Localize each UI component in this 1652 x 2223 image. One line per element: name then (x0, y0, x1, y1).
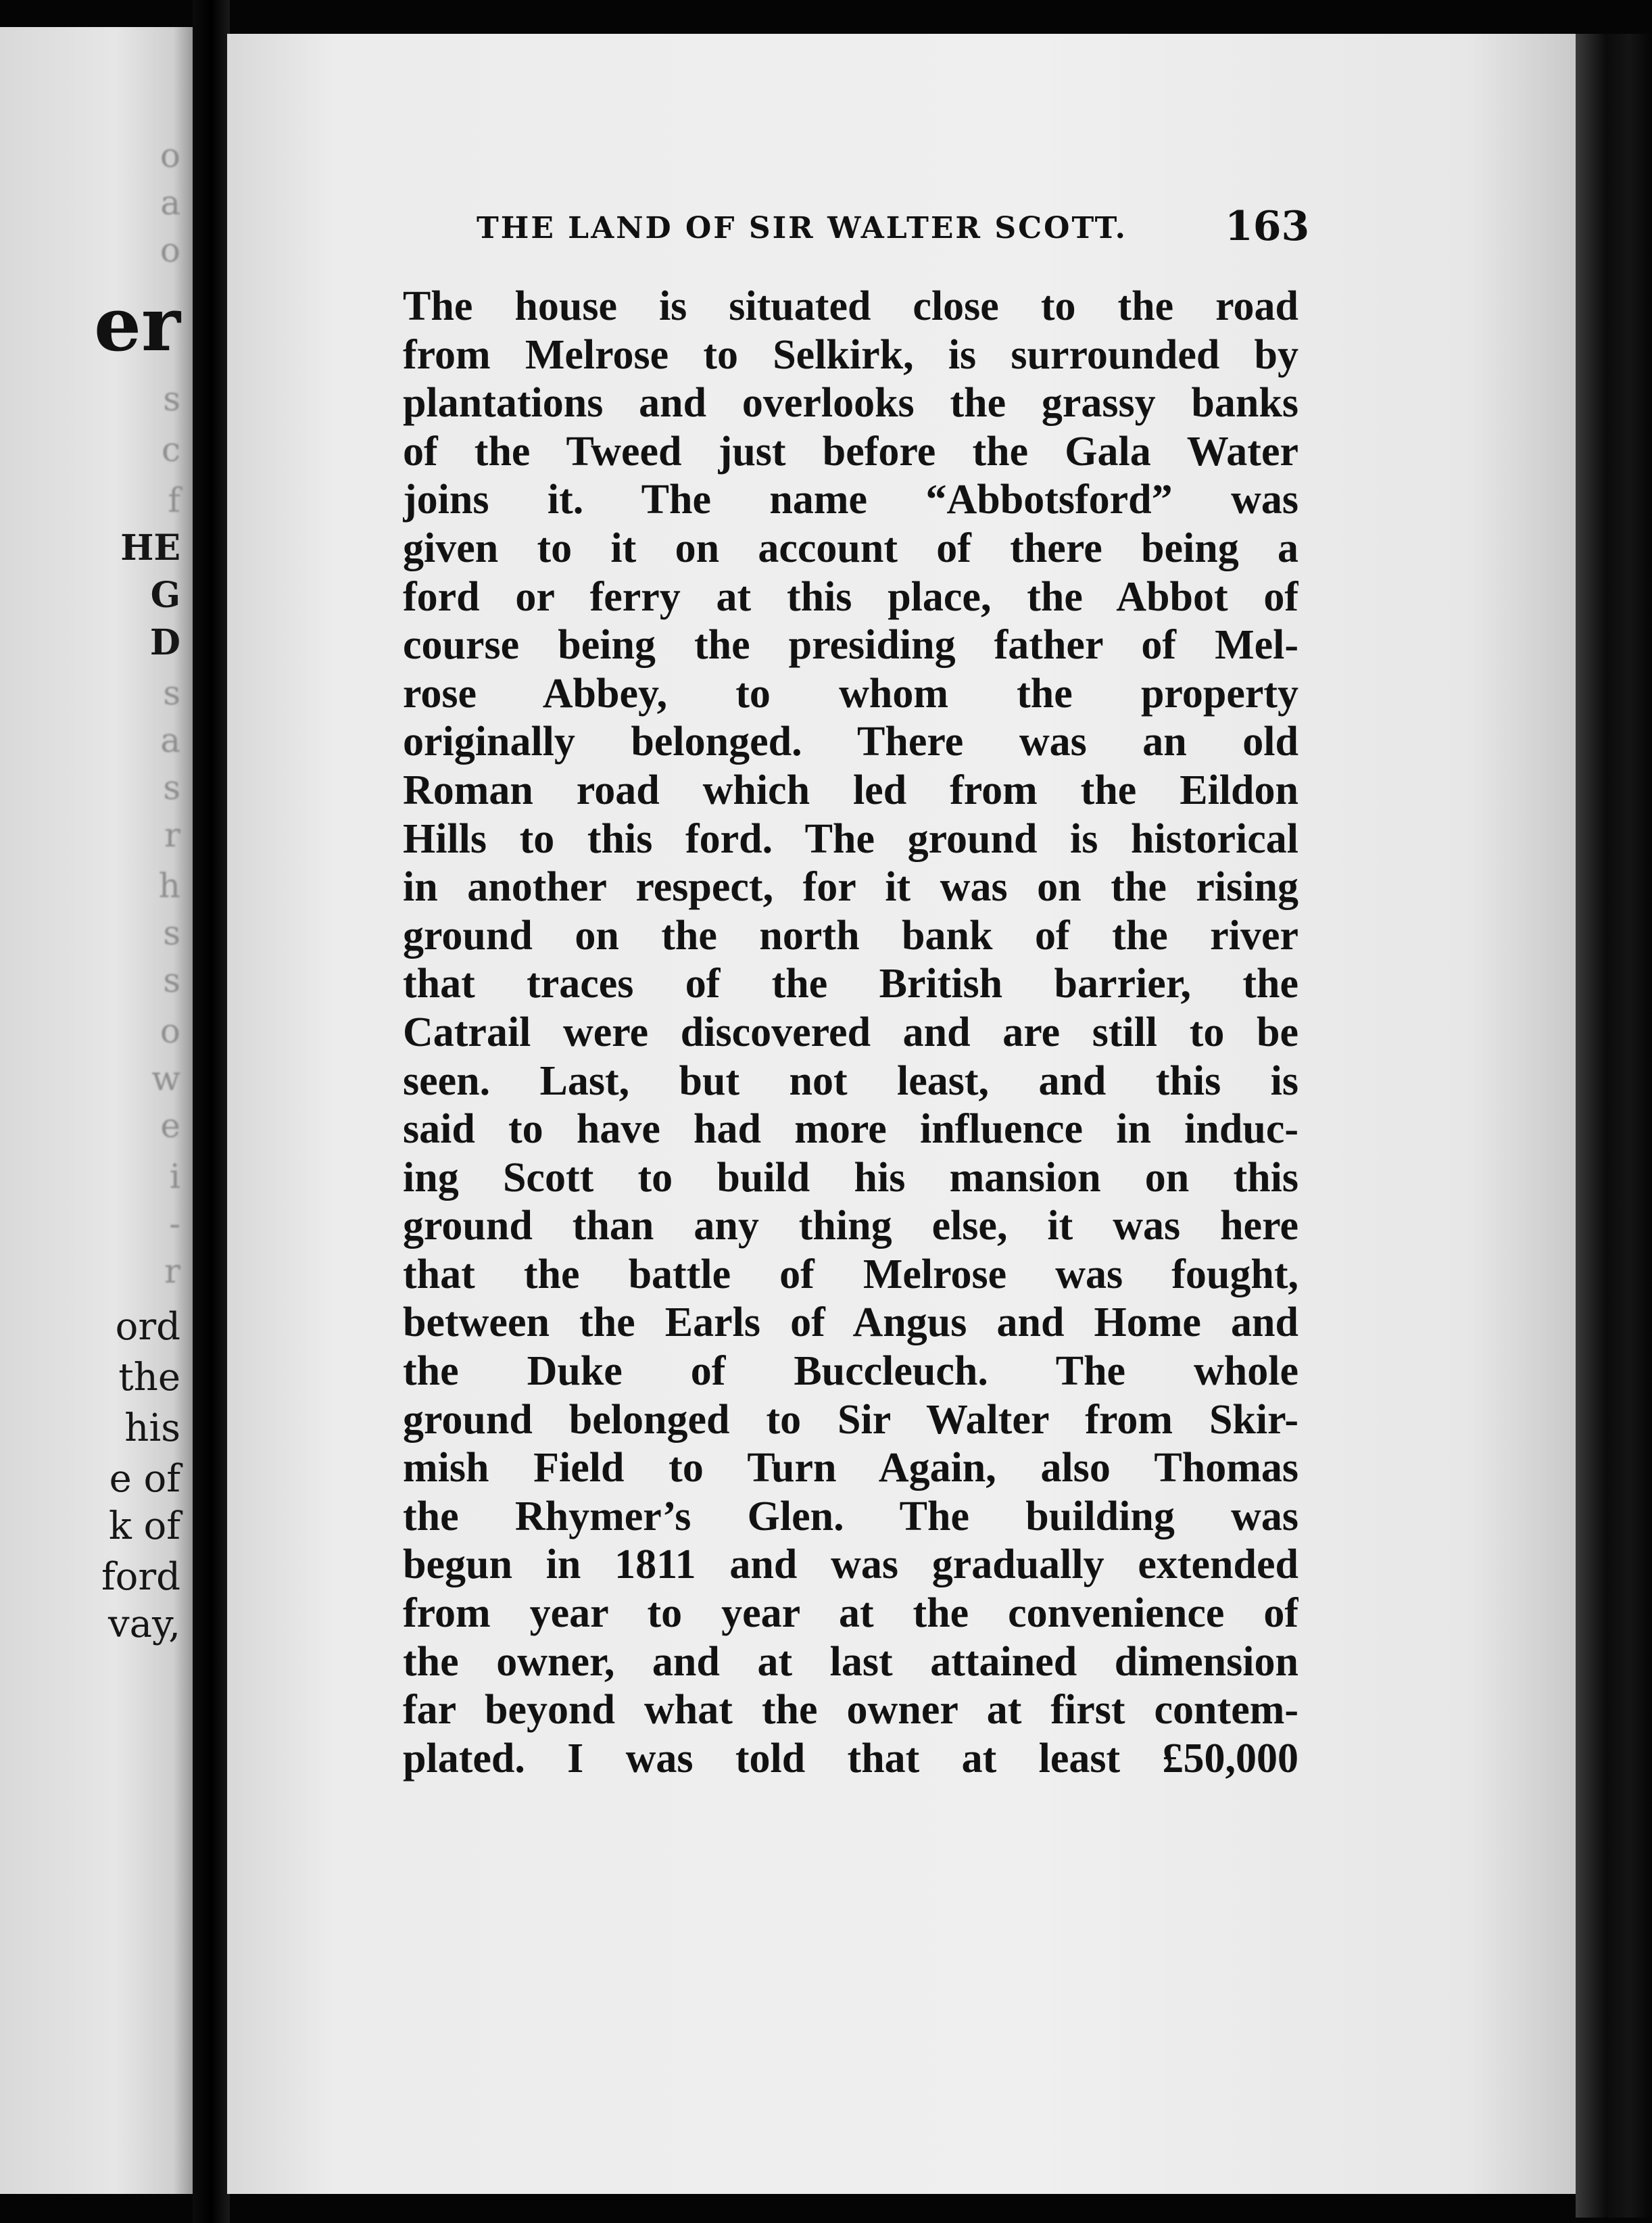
text-line: the Duke of Buccleuch. The whole (403, 1348, 1298, 1395)
text-line: mish Field to Turn Again, also Thomas (403, 1445, 1298, 1491)
facing-page-line: G (150, 575, 180, 616)
facing-page-line: o (160, 231, 180, 270)
text-line: ground on the north bank of the river (403, 912, 1298, 959)
text-line: ground belonged to Sir Walter from Skir- (403, 1396, 1298, 1443)
page-number: 163 (1225, 203, 1310, 250)
facing-page-line: s (163, 768, 180, 807)
facing-page-line: a (160, 721, 180, 760)
facing-page-line: s (163, 961, 180, 1000)
text-line: ing Scott to build his mansion on this (403, 1154, 1298, 1201)
text-line: The house is situated close to the road (403, 283, 1298, 329)
facing-page-line: s (163, 913, 180, 953)
facing-page-line: o (160, 136, 180, 175)
page-edge-shadow (1576, 34, 1652, 2218)
facing-page-line: ford (101, 1555, 180, 1599)
text-line: rose Abbey, to whom the property (403, 670, 1298, 717)
text-line: ground than any thing else, it was here (403, 1203, 1298, 1249)
text-line: in another respect, for it was on the rising (403, 864, 1298, 911)
text-line: from Melrose to Selkirk, is surrounded by (403, 331, 1298, 378)
book-gutter (193, 0, 230, 2223)
facing-page-line: er (94, 281, 180, 368)
facing-page-line: HE (120, 527, 180, 569)
facing-page-line: k of (108, 1504, 180, 1548)
facing-page-line: vay, (107, 1602, 180, 1646)
body-text (403, 283, 1298, 1783)
text-line: ford or ferry at this place, the Abbot of (403, 573, 1298, 620)
text-line: Roman road which led from the Eildon (403, 767, 1298, 813)
text-line: between the Earls of Angus and Home and (403, 1299, 1298, 1346)
text-line: seen. Last, but not least, and this is (403, 1057, 1298, 1104)
facing-page-line: f (168, 481, 180, 520)
facing-page-line: w (151, 1059, 180, 1098)
text-line: plated. I was told that at least £50,000 (403, 1735, 1298, 1782)
facing-page-line: e (160, 1106, 180, 1145)
facing-page-line: r (164, 1251, 180, 1291)
facing-page-line: D (149, 622, 180, 663)
facing-page-line: e of (109, 1457, 180, 1501)
facing-page-line: - (169, 1204, 180, 1243)
text-line: said to have had more influence in induc- (403, 1106, 1298, 1153)
text-line: course being the presiding father of Mel- (403, 622, 1298, 669)
facing-page-line: r (164, 815, 180, 855)
facing-page-line: ord (115, 1305, 180, 1349)
text-line: that traces of the British barrier, the (403, 961, 1298, 1007)
facing-page-line: his (124, 1406, 180, 1450)
facing-page-line: c (161, 430, 180, 469)
facing-page-line: a (160, 183, 180, 222)
text-line: the Rhymer’s Glen. The building was (403, 1493, 1298, 1539)
text-line: the owner, and at last attained dimension (403, 1638, 1298, 1685)
facing-page-line: o (160, 1011, 180, 1051)
text-line: Catrail were discovered and are still to be (403, 1009, 1298, 1055)
text-line: joins it. The name “Abbotsford” was (403, 477, 1298, 523)
facing-page-fragment (0, 27, 193, 2194)
facing-page-line: i (170, 1157, 180, 1196)
text-line: of the Tweed just before the Gala Water (403, 428, 1298, 475)
text-line: given to it on account of there being a (403, 525, 1298, 571)
facing-page-line: s (163, 673, 180, 713)
text-line: begun in 1811 and was gradually extended (403, 1541, 1298, 1588)
text-line: plantations and overlooks the grassy banks (403, 380, 1298, 427)
text-line: originally belonged. There was an old (403, 719, 1298, 765)
text-line: from year to year at the convenience of (403, 1590, 1298, 1637)
running-title: THE LAND OF SIR WALTER SCOTT. (477, 211, 1128, 245)
text-line: Hills to this ford. The ground is historical (403, 815, 1298, 862)
facing-page-line: s (163, 379, 180, 419)
text-line: that the battle of Melrose was fought, (403, 1251, 1298, 1297)
text-line: far beyond what the owner at first contem- (403, 1687, 1298, 1734)
facing-page-line: h (158, 866, 180, 905)
facing-page-line: the (118, 1356, 180, 1400)
